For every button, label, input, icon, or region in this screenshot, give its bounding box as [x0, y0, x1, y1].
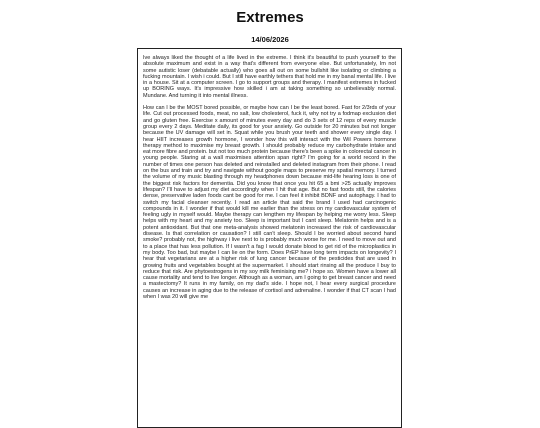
document-date: 14/06/2026	[251, 35, 289, 44]
paragraph: How can I be the MOST bored possible, or maybe how can I be the least bored. Fast for 2/3rds of your life. Cut out processed foods, meat, no salt, low cholesterol, fuck it, why not try a fodmap exclusion diet and go gluten free. Exercise x amount of minutes every day and do 3 sets of 12 reps of every muscle group every 2 days. Meditate daily, its good for your anxiety. Go outside for 20 minutes but not longer because the UV damage will set in. Squat while you brush your teeth and shower every single day. I hear HIIT increases growth hormone, I wonder how this will interact with the Wil Powers hormone therapy method to maximise my breast growth. I should probably reduce my carbohydrate intake and eat more fibre and protein. but not too much protein because there's been a spike in colorectal cancer in young people. Staring at a wall maximises attention span right? I'm going for a world record in the number of times one person has deleted and reinstalled and deleted instagram from their phone. I read on the bus and train and try and navigate without google maps to preserve my spatial memory. I turned the volume of my music blasting through my headphones down because mid-life hearing loss is one of the biggest risk factors for dementia. Did you know that once you hit 65 a bmi >25 actually improves lifespan? I'll have to adjust my diet accordingly when I hit that age. But no fast foods still, the calories dense, preservative laden foods cant be good for me. I can feel it inhibit BDNF and autophagy. I had to switch my facial cleanser recently. I read an article that said the brand I used had carcinogenic compounds in it. I wonder if that would kill me earlier than the stress on my cardiovascular system of feeling ugly in myself would. Maybe therapy can lengthen my lifespan by helping me worry less. Sleep helps with my heart and my anxiety too. Sleep is important but I cant sleep. Melatonin helps and is a potent antioxidant. But that one meta-analysis showed melatonin increased the risk of cardiovascular disease. Is that correlation or causation? I still can't sleep. Should I be worried about second hand smoke? probably not, the highway i live next to is probably much worse for me. I need to move out and to a place that has less pollution. If I wasn't a fag I would donate blood to get rid of the microplastics in my body. Too bad, but maybe I can lie on the form. Does PrEP have long term impacts on longevity? I hear that vegetarians are at a higher risk of lung cancer because of the pesticides that are used in growing fruits and vegetables bought at the supermarket. I should start rinsing all the produce I buy to reduce that risk. Are phytoestrogens in my soy milk feminising me? i hope so. Women have a lower all cause mortality and tend to live longer. Although as a woman, am I going to get breast cancer and need a mastectomy? It runs in my family, on my dad's side. I hope not, I hear every surgical procedure causes an increase in aging due to the release of cortisol and adrenaline. I wonder if that CT scan I had when I was 20 will give me	[143, 105, 396, 300]
document-body	[137, 48, 402, 428]
paragraph: Ive always liked the thought of a life lived in the extreme. I think it's beautiful to push yourself to the absolute maximum and exist in a way that's different from everyone else. But unfortunately, Im not some autistic loser (debatable actually) who goes all out on some bullshit like isolating or climbing a fucking mountain. I wish i could. But I still have earthly tethers that hold me in my banal mental life. I live in a house. Sit at a computer screen. I go to support groups and therapy. I manifest extremes in fucked up BORING ways. It's impressive how skilled i am at taking something so unbelievably normal. Mundane. And turning it into mental illness.	[143, 55, 396, 99]
document-title: Extremes	[236, 9, 304, 26]
